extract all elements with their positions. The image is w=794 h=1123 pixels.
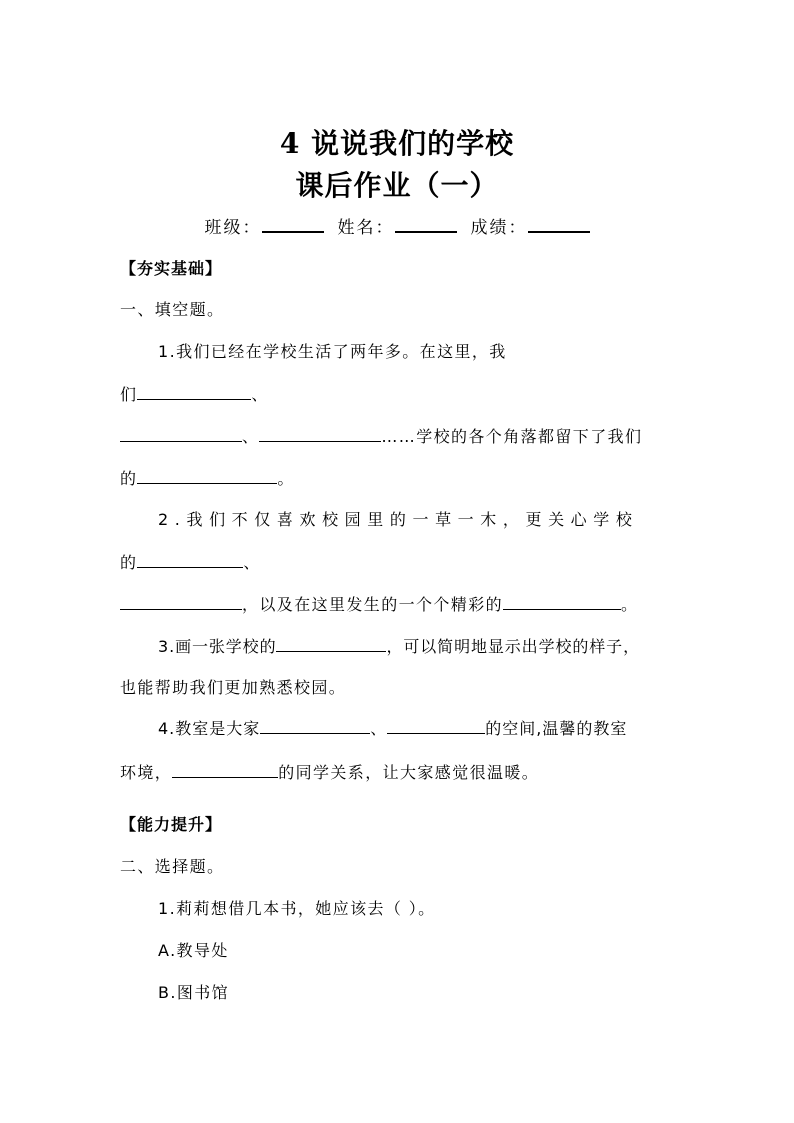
section-header-advanced: 【能力提升】: [120, 815, 223, 834]
q4-line-2: [120, 759, 680, 786]
q3-line-1: [158, 633, 680, 660]
page-subtitle: 课后作业（一）: [295, 169, 499, 202]
q2-line-2: [120, 549, 680, 576]
class-blank[interactable]: [262, 213, 324, 233]
q1-blank-4[interactable]: [137, 465, 277, 484]
q3-text-1a: 3.画一张学校的: [158, 637, 277, 656]
q1-line-3: [120, 423, 680, 450]
question-type-fill-blank: 一、填空题。: [120, 300, 225, 319]
q1-blank-1[interactable]: [137, 381, 251, 400]
q4-text-1a: 4.教室是大家: [158, 719, 261, 738]
q1-text-3b: ……学校的各个角落都留下了我们: [381, 427, 643, 446]
q4-blank-2[interactable]: [387, 715, 485, 734]
q2-text-2b: 、: [243, 553, 261, 572]
mc-q1-option-a[interactable]: A.教导处: [158, 941, 229, 960]
q2-text-2a: 的: [120, 553, 138, 572]
q4-text-2a: 环境，: [120, 763, 173, 782]
q2-blank-2[interactable]: [120, 591, 242, 610]
q1-text-2a: 们: [120, 385, 138, 404]
q2-text-3b: 。: [621, 595, 639, 614]
q1-text-4b: 。: [277, 469, 295, 488]
q2-line-3: [120, 591, 680, 618]
name-label: 姓名：: [337, 218, 395, 238]
q2-blank-3[interactable]: [503, 591, 621, 610]
q4-text-1b: 、: [370, 719, 388, 738]
name-blank[interactable]: [395, 213, 457, 233]
page-title: 4 说说我们的学校: [279, 127, 515, 160]
q4-text-2b: 的同学关系，让大家感觉很温暖。: [278, 763, 540, 782]
q2-text-3a: ，以及在这里发生的一个个精彩的: [242, 595, 504, 614]
class-label: 班级：: [204, 218, 262, 238]
q3-line-2: 也能帮助我们更加熟悉校园。: [120, 678, 347, 697]
mc-q1-stem: 1.莉莉想借几本书，她应该去（ ）。: [158, 899, 436, 918]
q1-line-2: [120, 381, 680, 408]
q1-line-4: [120, 465, 680, 492]
q4-text-1c: 的空间,温馨的教室: [485, 719, 628, 738]
q1-line-1: 1.我们已经在学校生活了两年多。在这里，我: [158, 342, 507, 361]
mc-q1-option-b[interactable]: B.图书馆: [158, 983, 230, 1002]
question-type-multiple-choice: 二、选择题。: [120, 857, 225, 876]
q4-line-1: [158, 715, 680, 742]
score-blank[interactable]: [528, 213, 590, 233]
q2-blank-1[interactable]: [137, 549, 243, 568]
student-info-row: [0, 213, 794, 241]
q1-text-2b: 、: [251, 385, 269, 404]
q2-line-1: 2.我们不仅喜欢校园里的一草一木，更关心学校: [158, 510, 639, 529]
score-label: 成绩：: [470, 218, 528, 238]
section-header-basic: 【夯实基础】: [120, 259, 223, 278]
q1-blank-3[interactable]: [259, 423, 381, 442]
q1-text-3a: 、: [242, 427, 260, 446]
q4-blank-1[interactable]: [260, 715, 370, 734]
q1-blank-2[interactable]: [120, 423, 242, 442]
q3-blank-1[interactable]: [276, 633, 386, 652]
q3-text-1b: ，可以简明地显示出学校的样子，: [386, 637, 640, 656]
q1-text-4a: 的: [120, 469, 138, 488]
q4-blank-3[interactable]: [172, 759, 278, 778]
